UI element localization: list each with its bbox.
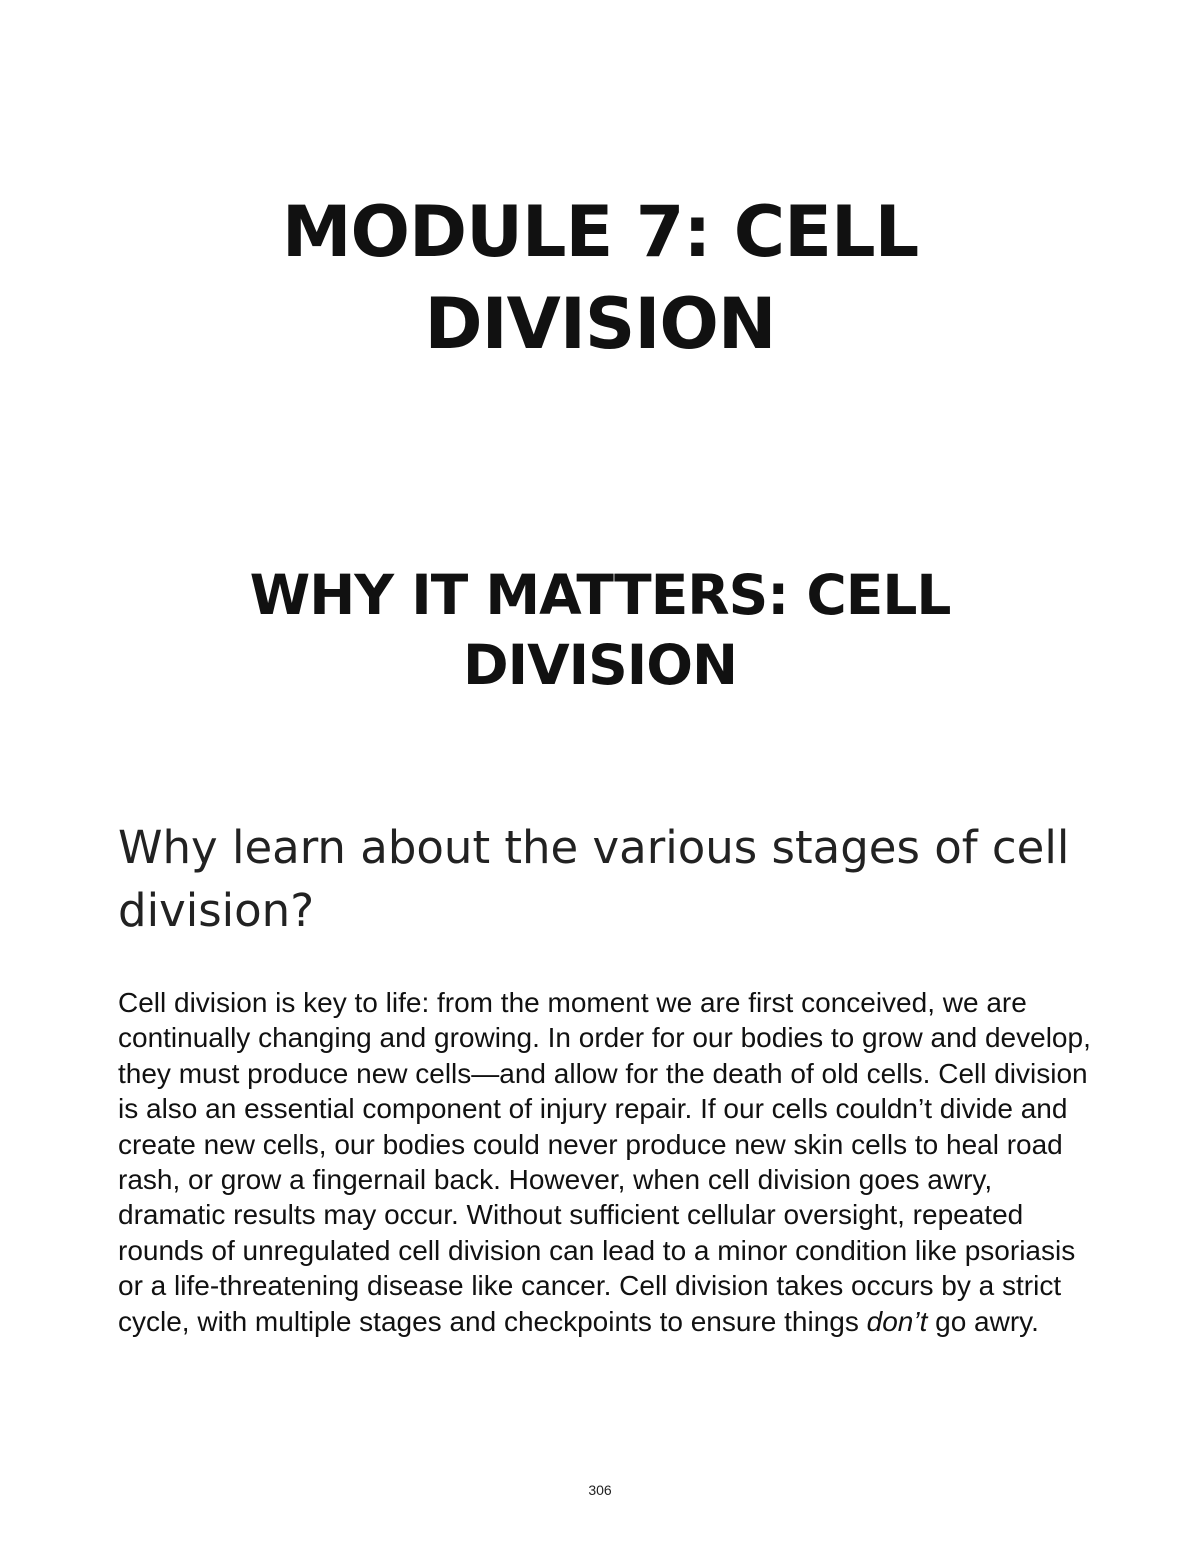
page-number: 306 — [588, 1482, 612, 1498]
section-title-line-2: DIVISION — [462, 633, 737, 697]
body-paragraph — [118, 985, 1093, 1339]
section-title-line-1: WHY IT MATTERS: CELL — [249, 563, 951, 627]
body-text-end: go awry. — [927, 1305, 1039, 1337]
section-title — [0, 560, 1200, 700]
body-text-main: Cell division is key to life: from the moment we are first conceived, we are continually changing and growing. In order for our bodies to grow and develop, they must produce new cells—and allow for the death of old cells. Cell division is also an essential component of injury repair. If our cells couldn’t divide and create new cells, our bodies could never produce new skin cells to heal road rash, or grow a fingernail back. However, when cell division goes awry, dramatic results may occur. Without sufficient cellular oversight, repeated rounds of unregulated cell division can lead to a minor condition like psoriasis or a life-threatening disease like cancer. Cell division takes occurs by a strict cycle, with multiple stages and checkpoints to ensure things — [118, 987, 1091, 1337]
module-title-line-2: DIVISION — [424, 283, 776, 365]
module-title — [0, 186, 1200, 370]
module-title-line-1: MODULE 7: CELL — [281, 191, 919, 273]
question-heading: Why learn about the various stages of cell division? — [118, 821, 1070, 937]
body-text-emphasis: don’t — [866, 1305, 928, 1337]
